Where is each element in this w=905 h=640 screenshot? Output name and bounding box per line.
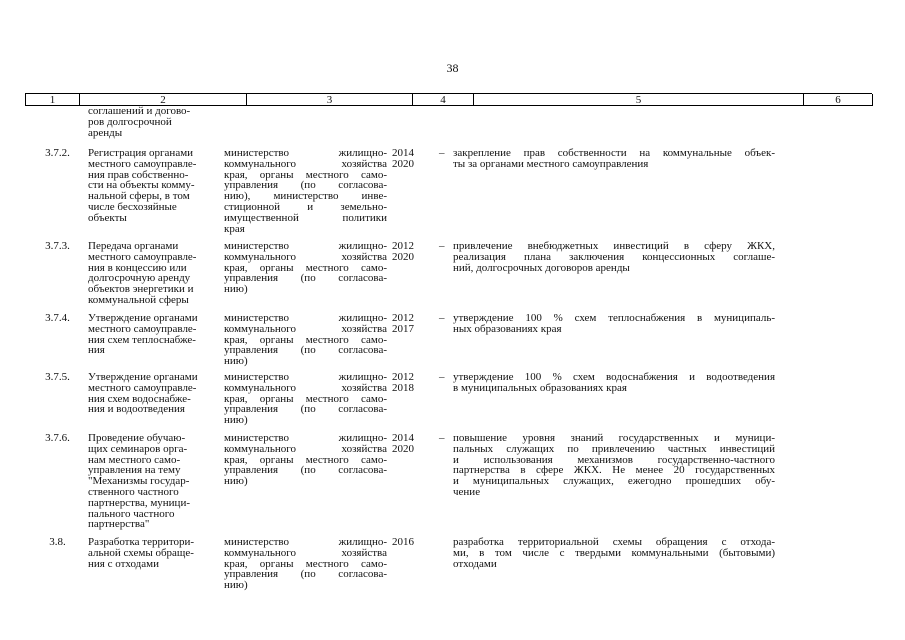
text-line: ных образованиях края (453, 322, 562, 335)
text-line: отходами (453, 557, 497, 570)
text-line: Передача органами (88, 240, 179, 252)
text-line: 2014 (392, 147, 414, 159)
text-line: в муниципальных образованиях края (453, 381, 627, 394)
text-line: местного самоуправле- (88, 157, 197, 170)
text-line: закрепление прав собственности на коммунальные объек- (453, 147, 775, 159)
text-line: ми, в том числе с твердыми коммунальными (бытовыми) (453, 546, 775, 559)
text-line: ния и водоотведения (88, 403, 185, 416)
text-line: нию) (224, 475, 248, 488)
expected-result (453, 313, 775, 335)
text-line: нию) (224, 414, 248, 427)
measure-title (88, 433, 218, 530)
text-line: коммунального хозяйства (224, 250, 387, 263)
text-line: 2016 (392, 536, 414, 548)
text-line: коммунального хозяйства (224, 546, 387, 559)
header-col-4: 4 (413, 94, 474, 106)
text-line: края, органы местного само- (224, 453, 387, 466)
header-col-2: 2 (80, 94, 247, 106)
text-line: коммунального хозяйства (224, 157, 387, 170)
text-line: партнерства, муници- (88, 496, 190, 509)
text-line: ний, долгосрочных договоров аренды (453, 261, 630, 274)
continuation-text (88, 106, 218, 138)
text-line: альной схемы обраще- (88, 546, 194, 559)
text-line: Регистрация органами (88, 147, 194, 159)
text-line: "Механизмы государ- (88, 475, 190, 488)
text-line: щих семинаров орга- (88, 442, 188, 455)
text-line: Утверждение органами (88, 312, 198, 324)
text-line: управления (по согласова- (224, 344, 387, 357)
dash-marker: – (439, 371, 445, 383)
text-line: пальных служащих по привлечению частных инвестиций (453, 442, 775, 455)
text-line: министерство жилищно- (224, 312, 387, 324)
text-line: коммунальной сферы (88, 293, 189, 306)
text-line: ты за органами местного самоуправления (453, 157, 649, 170)
text-line: министерство жилищно- (224, 536, 387, 548)
text-line: и муниципальных служащих, ежегодно прошедших обу- (453, 475, 775, 488)
years (392, 241, 422, 263)
text-line: министерство жилищно- (224, 371, 387, 383)
item-number: 3.7.6. (45, 432, 70, 444)
text-line: края, органы местного само- (224, 168, 387, 181)
text-line: нию) (224, 283, 248, 296)
text-line: нальной сферы, в том (88, 190, 190, 203)
text-line: объекты (88, 211, 127, 224)
text-line: ния (88, 344, 105, 357)
measure-title (88, 148, 218, 224)
text-line: местного самоуправле- (88, 322, 197, 335)
text-line: министерство жилищно- (224, 147, 387, 159)
text-line: коммунального хозяйства (224, 322, 387, 335)
text-line: края, органы местного само- (224, 261, 387, 274)
text-line: управления (по согласова- (224, 272, 387, 285)
text-line: аренды (88, 126, 123, 139)
expected-result (453, 433, 775, 498)
dash-marker: – (439, 147, 445, 159)
text-line: управления на тему (88, 464, 181, 477)
header-col-3: 3 (247, 94, 413, 106)
text-line: долгосрочную аренду (88, 272, 191, 285)
text-line: ния в концессию или (88, 261, 187, 274)
text-line: 2012 (392, 240, 414, 252)
text-line: Проведение обучаю- (88, 432, 186, 444)
text-line: местного самоуправле- (88, 381, 197, 394)
item-number: 3.7.5. (45, 371, 70, 383)
executor (224, 241, 387, 295)
text-line: реализация плана заключения концессионных соглаше- (453, 250, 775, 263)
item-number: 3.7.4. (45, 312, 70, 324)
text-line: министерство жилищно- (224, 240, 387, 252)
text-line: разработка территориальной схемы обращения с отхода- (453, 536, 775, 548)
text-line: местного самоуправле- (88, 250, 197, 263)
header-col-6: 6 (804, 94, 873, 106)
text-line: имущественной политики (224, 211, 387, 224)
text-line: объектов энергетики и (88, 283, 194, 296)
expected-result (453, 148, 775, 170)
text-line: управления (по согласова- (224, 464, 387, 477)
dash-marker: – (439, 312, 445, 324)
text-line: ния прав собственно- (88, 168, 189, 181)
text-line: ров долгосрочной (88, 115, 172, 128)
text-line: ния схем теплоснабже- (88, 333, 196, 346)
years (392, 313, 422, 335)
item-number: 3.7.2. (45, 147, 70, 159)
years (392, 372, 422, 394)
text-line: нию), министерство инве- (224, 190, 387, 203)
text-line: ственного частного (88, 485, 179, 498)
text-line: края, органы местного само- (224, 392, 387, 405)
dash-marker: – (439, 240, 445, 252)
header-col-1: 1 (26, 94, 80, 106)
dash-marker: – (439, 432, 445, 444)
item-number: 3.7.3. (45, 240, 70, 252)
text-line: утверждение 100 % схем водоснабжения и водоотведения (453, 371, 775, 383)
executor (224, 433, 387, 487)
executor (224, 148, 387, 234)
text-line: утверждение 100 % схем теплоснабжения в муниципаль- (453, 312, 775, 324)
executor (224, 372, 387, 426)
measure-title (88, 537, 218, 569)
text-line: 2020 (392, 157, 414, 170)
text-line: сти на объекты комму- (88, 179, 195, 192)
text-line: привлечение внебюджетных инвестиций в сферу ЖКХ, (453, 240, 775, 252)
expected-result (453, 241, 775, 273)
text-line: числе бесхозяйные (88, 200, 177, 213)
years (392, 537, 422, 548)
measure-title (88, 313, 218, 356)
text-line: края, органы местного само- (224, 333, 387, 346)
executor (224, 313, 387, 367)
text-line: коммунального хозяйства (224, 381, 387, 394)
text-line: партнерства в сфере ЖКХ. Не менее 20 государственных (453, 464, 775, 477)
text-line: нам местного само- (88, 453, 181, 466)
measure-title (88, 372, 218, 415)
text-line: 2020 (392, 250, 414, 263)
text-line: стиционной и земельно- (224, 200, 387, 213)
text-line: управления (по согласова- (224, 179, 387, 192)
text-line: края (224, 222, 245, 235)
text-line: ния с отходами (88, 557, 159, 570)
text-line: чение (453, 485, 481, 498)
text-line: соглашений и догово- (88, 105, 191, 117)
text-line: 2012 (392, 371, 414, 383)
text-line: министерство жилищно- (224, 432, 387, 444)
text-line: 2017 (392, 322, 414, 335)
text-line: партнерства" (88, 518, 150, 531)
text-line: 2012 (392, 312, 414, 324)
header-col-5: 5 (474, 94, 804, 106)
text-line: управления (по согласова- (224, 403, 387, 416)
expected-result (453, 372, 775, 394)
years (392, 148, 422, 170)
text-line: ния схем водоснабже- (88, 392, 191, 405)
text-line: нию) (224, 579, 248, 592)
executor (224, 537, 387, 591)
text-line: края, органы местного само- (224, 557, 387, 570)
text-line: управления (по согласова- (224, 568, 387, 581)
text-line: коммунального хозяйства (224, 442, 387, 455)
text-line: повышение уровня знаний государственных и муници- (453, 432, 775, 444)
text-line: 2020 (392, 442, 414, 455)
text-line: Утверждение органами (88, 371, 198, 383)
text-line: пального частного (88, 507, 175, 520)
expected-result (453, 537, 775, 569)
measure-title (88, 241, 218, 306)
text-line: 2018 (392, 381, 414, 394)
text-line: нию) (224, 355, 248, 368)
item-number: 3.8. (49, 536, 66, 548)
page-number: 38 (446, 61, 459, 75)
text-line: Разработка территори- (88, 536, 195, 548)
text-line: и использования механизмов государственно-частного (453, 453, 775, 466)
years (392, 433, 422, 455)
text-line: 2014 (392, 432, 414, 444)
